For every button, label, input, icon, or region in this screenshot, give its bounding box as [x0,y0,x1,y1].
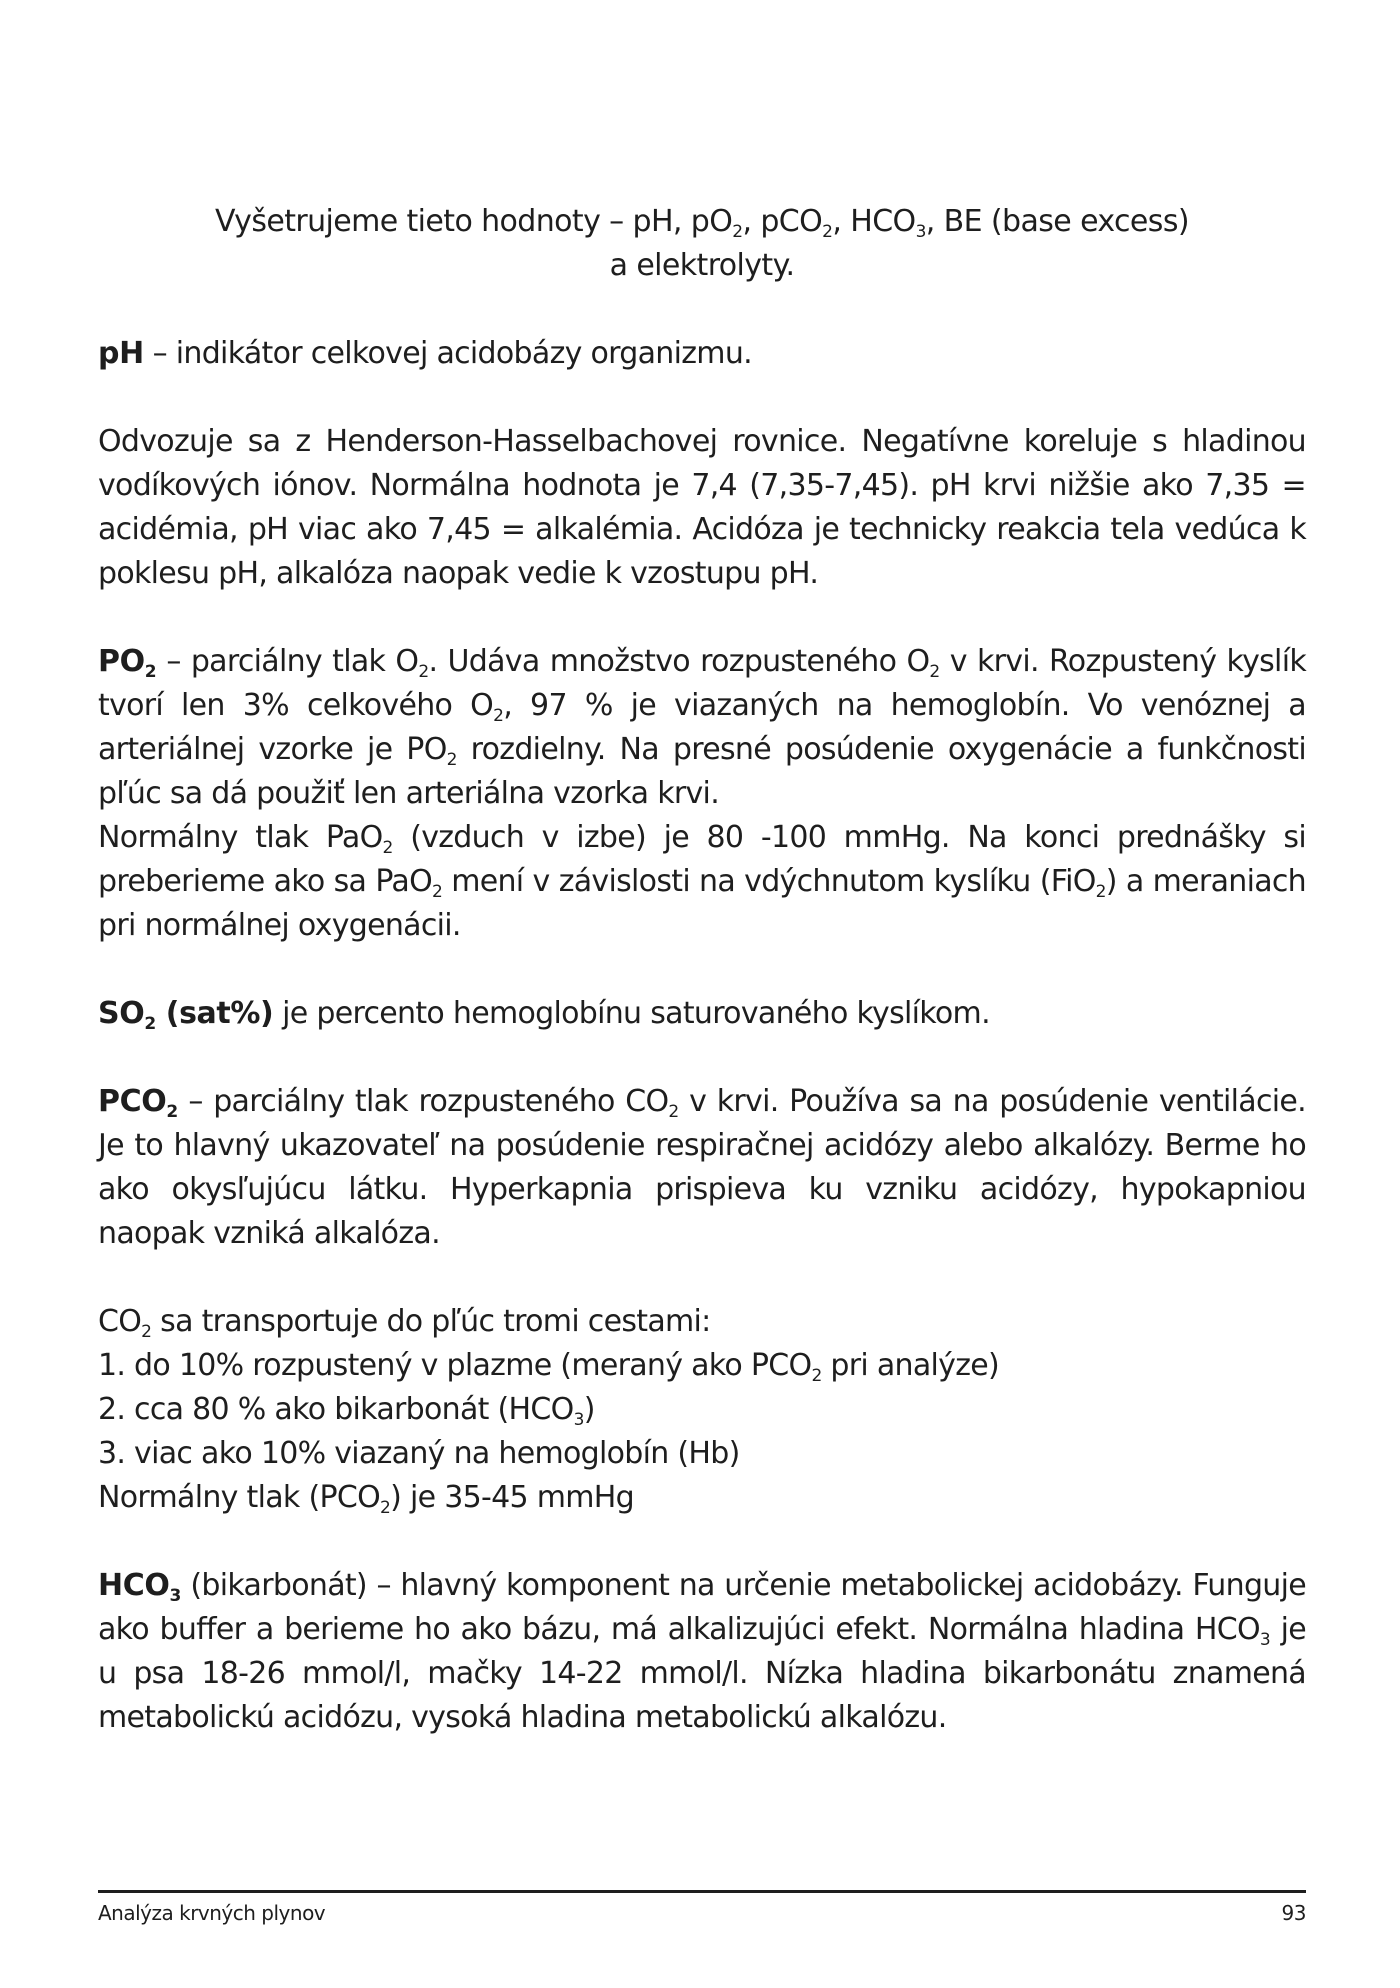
intro-paragraph [98,200,1306,288]
so2-paragraph: $SO_2$ (sat%) je percento hemoglobínu saturovaného kyslíkom. [98,996,990,1034]
subscript: 3 [915,222,926,242]
pco2-term: $PCO_2$ [98,1084,178,1122]
intro-text: a elektrolyty. [609,248,795,283]
intro-text: , HCO [832,204,916,239]
pco2-paragraph: $PCO_2$ – parciálny tlak rozpusteného $CO_2$ v krvi. Používa sa na posúdenie ventilácie. Je to hlavný ukazovateľ na posúdenie respiračnej acidózy alebo alkalózy. Berme ho ako okysľujúcu látku. Hyperkapnia prispieva ku vzniku acidózy, hypokapniou naopak vzniká alkalóza. [98,1084,1306,1251]
hco3-paragraph: $HCO_3$ (bikarbonát) – hlavný komponent na určenie metabolickej acidobázy. Funguje ako buffer a berieme ho ako bázu, má alkalizujúci efekt. Normálna hladina $HCO_3$ je u psa 18-26 mmol/l, mačky 14-22 mmol/l. Nízka hladina bikarbonátu znamená metabolickú acidózu, vysoká hladina metabolickú alkalózu. [98,1568,1306,1735]
footer-title: Analýza krvných plynov [98,1901,326,1925]
page-footer [98,1890,1306,1925]
intro-text: , pCO [742,204,823,239]
so2-term: $SO_2$ (sat%) [98,996,274,1034]
ph-text: – indikátor celkovej acidobázy organizmu. [143,336,752,371]
co2-transport-list: $CO_2$ sa transportuje do pľúc tromi cestami: 1. do 10% rozpustený v plazme (meraný ako $PCO_2$ pri analýze) 2. cca 80 % ako bikarbonát $(HCO_3)$ 3. viac ako 10% viazaný na hemoglobín (Hb) Normálny tlak $(PCO_2)$ je 35-45 mmHg [98,1304,1000,1518]
po2-paragraph: $PO_2$ – parciálny tlak $O_2$. Udáva množstvo rozpusteného $O_2$ v krvi. Rozpustený kyslík tvorí len 3% celkového $O_2$, 97 % je viazaných na hemoglobín. Vo venóznej a arteriálnej vzorke je $PO_2$ rozdielny. Na presné posúdenie oxygenácie a funkčnosti pľúc sa dá použiť len arteriálna vzorka krvi. [98,644,1307,811]
subscript: 2 [732,222,743,242]
intro-text: , BE (base excess) [925,204,1189,239]
po2-term: $PO_2$ [98,644,157,682]
po2-normal-paragraph: Normálny tlak PaO$_2$ (vzduch v izbe) je 80 -100 mmHg. Na konci prednášky si preberieme ako sa PaO$_2$ mení v závislosti na vdýchnutom kyslíku (FiO$_2$) a meraniach pri normálnej oxygenácii. [98,820,1306,943]
ph-detail-paragraph [98,420,1306,596]
ph-paragraph [98,332,1306,376]
page-number: 93 [1281,1901,1306,1925]
ph-term: pH [98,336,144,371]
subscript: 2 [822,222,833,242]
page-content [98,200,1306,1740]
ph-detail-text: Odvozuje sa z Henderson-Hasselbachovej rovnice. Negatívne koreluje s hladinou vodíkových iónov. Normálna hodnota je 7,4 (7,35-7,45). pH krvi nižšie ako 7,35 = acidémia, pH viac ako 7,45 = alkalémia. Acidóza je technicky reakcia tela vedúca k poklesu pH, alkalóza naopak vedie k vzostupu pH. [98,424,1306,591]
intro-text: Vyšetrujeme tieto hodnoty – pH, pO [215,204,733,239]
hco3-term: $HCO_3$ [98,1568,181,1606]
